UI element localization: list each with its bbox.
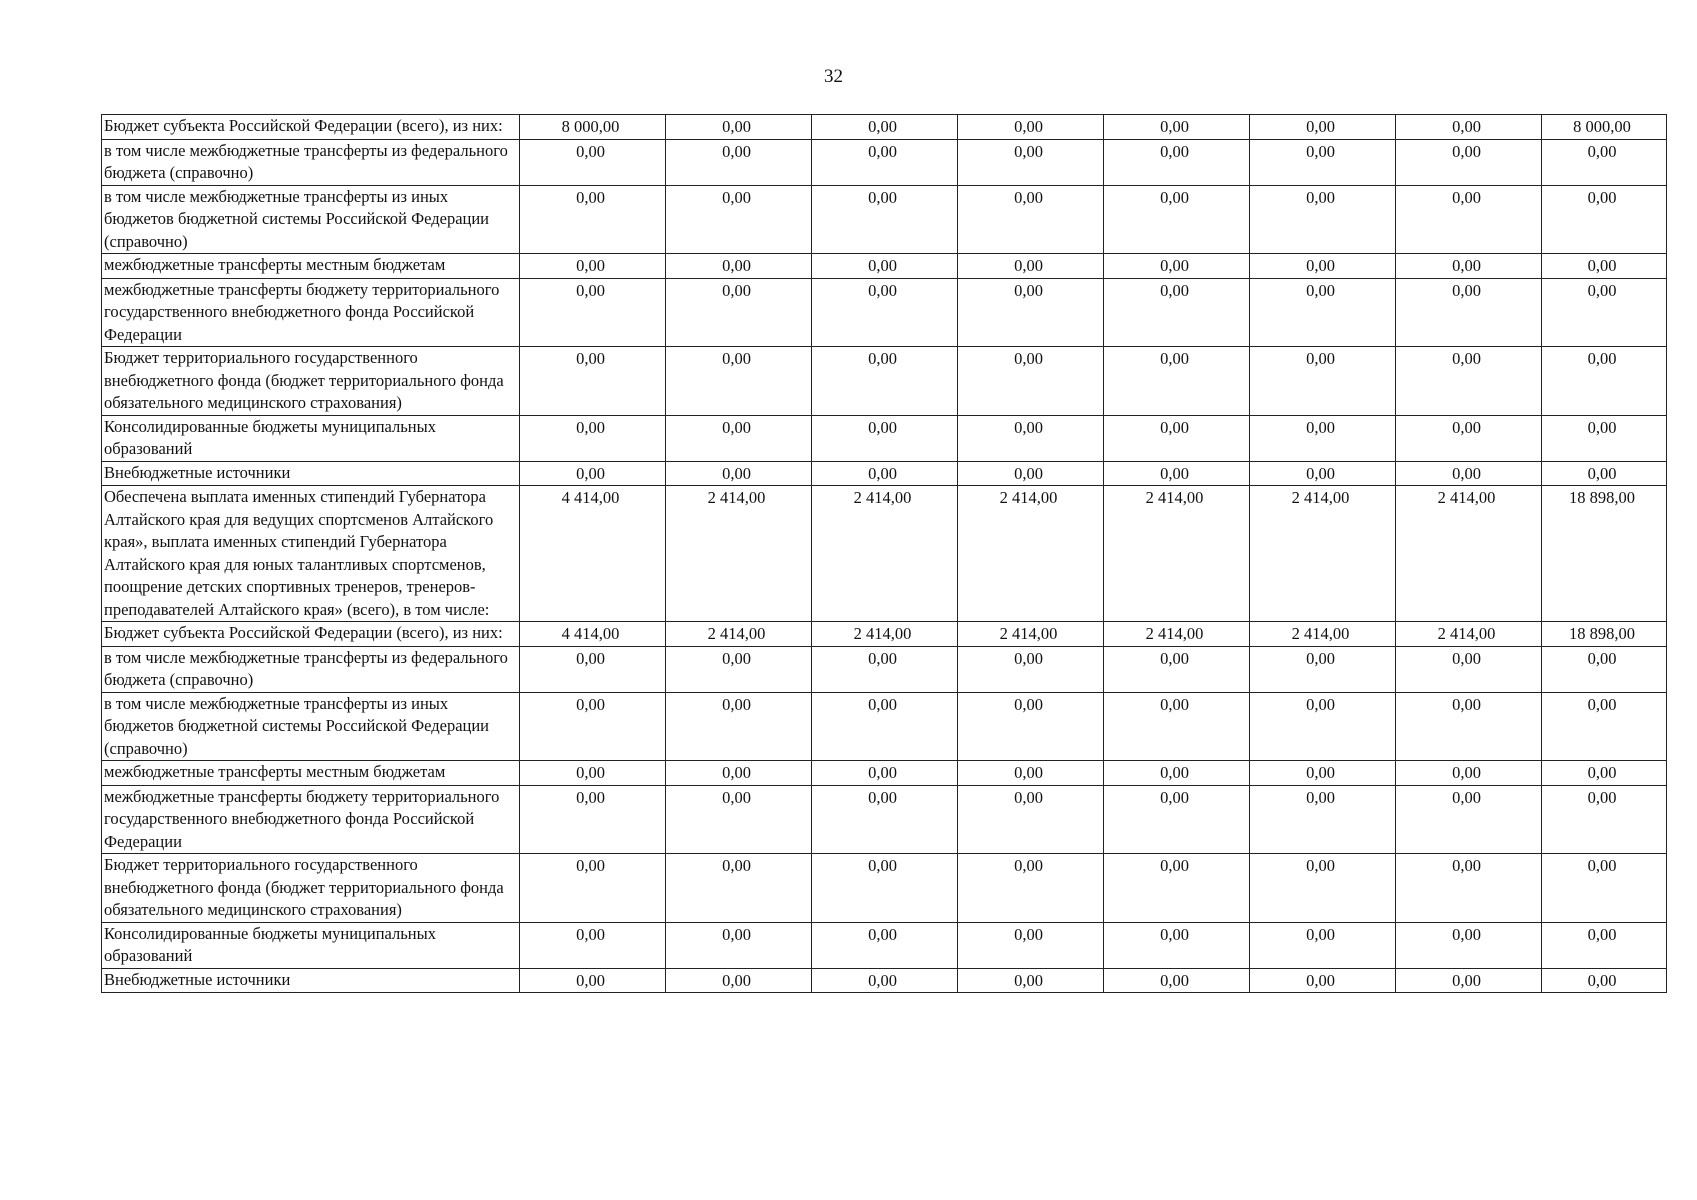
row-total-value: 0,00 <box>1542 185 1667 254</box>
row-year-value: 0,00 <box>1250 922 1396 968</box>
row-year-value: 0,00 <box>958 692 1104 761</box>
row-year-value: 0,00 <box>520 761 666 786</box>
row-year-value: 0,00 <box>958 461 1104 486</box>
row-label: в том числе межбюджетные трансферты из федерального бюджета (справочно) <box>102 646 520 692</box>
row-year-value: 0,00 <box>520 692 666 761</box>
row-year-value: 0,00 <box>520 347 666 416</box>
row-year-value: 2 414,00 <box>666 486 812 622</box>
row-year-value: 0,00 <box>1396 278 1542 347</box>
row-year-value: 0,00 <box>1396 254 1542 279</box>
row-year-value: 0,00 <box>666 115 812 140</box>
row-year-value: 0,00 <box>958 785 1104 854</box>
row-year-value: 0,00 <box>666 785 812 854</box>
row-year-value: 0,00 <box>958 347 1104 416</box>
row-year-value: 0,00 <box>666 646 812 692</box>
row-year-value: 0,00 <box>1396 185 1542 254</box>
row-year-value: 0,00 <box>1396 415 1542 461</box>
row-year-value: 0,00 <box>666 854 812 923</box>
row-total-value: 0,00 <box>1542 692 1667 761</box>
row-year-value: 0,00 <box>1104 139 1250 185</box>
row-year-value: 0,00 <box>1250 761 1396 786</box>
row-year-value: 0,00 <box>666 922 812 968</box>
row-year-value: 0,00 <box>1104 347 1250 416</box>
row-year-value: 0,00 <box>520 461 666 486</box>
row-year-value: 0,00 <box>1250 692 1396 761</box>
row-year-value: 0,00 <box>1104 185 1250 254</box>
row-year-value: 0,00 <box>666 692 812 761</box>
row-total-value: 18 898,00 <box>1542 486 1667 622</box>
table-row <box>102 922 1667 968</box>
row-year-value: 0,00 <box>812 692 958 761</box>
row-year-value: 0,00 <box>1104 646 1250 692</box>
row-year-value: 0,00 <box>812 968 958 993</box>
row-label: Консолидированные бюджеты муниципальных образований <box>102 922 520 968</box>
row-label: межбюджетные трансферты местным бюджетам <box>102 254 520 279</box>
row-year-value: 0,00 <box>520 854 666 923</box>
row-year-value: 2 414,00 <box>812 486 958 622</box>
row-year-value: 0,00 <box>1104 254 1250 279</box>
row-total-value: 0,00 <box>1542 139 1667 185</box>
row-year-value: 0,00 <box>520 278 666 347</box>
row-year-value: 0,00 <box>666 761 812 786</box>
row-year-value: 0,00 <box>958 278 1104 347</box>
row-total-value: 0,00 <box>1542 968 1667 993</box>
table-row <box>102 415 1667 461</box>
table-row <box>102 761 1667 786</box>
table-row <box>102 622 1667 647</box>
row-year-value: 0,00 <box>1396 139 1542 185</box>
row-year-value: 0,00 <box>812 646 958 692</box>
row-year-value: 0,00 <box>520 185 666 254</box>
row-year-value: 0,00 <box>958 115 1104 140</box>
row-year-value: 0,00 <box>1104 692 1250 761</box>
row-year-value: 0,00 <box>1396 461 1542 486</box>
row-year-value: 0,00 <box>1396 854 1542 923</box>
row-year-value: 0,00 <box>1104 115 1250 140</box>
row-year-value: 0,00 <box>958 922 1104 968</box>
row-year-value: 0,00 <box>812 785 958 854</box>
row-year-value: 0,00 <box>958 254 1104 279</box>
row-year-value: 0,00 <box>812 185 958 254</box>
table-row <box>102 347 1667 416</box>
row-year-value: 0,00 <box>666 347 812 416</box>
table-row <box>102 854 1667 923</box>
row-year-value: 0,00 <box>958 968 1104 993</box>
row-year-value: 0,00 <box>1250 461 1396 486</box>
row-year-value: 0,00 <box>666 185 812 254</box>
row-year-value: 0,00 <box>1250 646 1396 692</box>
row-year-value: 0,00 <box>666 278 812 347</box>
row-year-value: 2 414,00 <box>958 486 1104 622</box>
row-label: Консолидированные бюджеты муниципальных образований <box>102 415 520 461</box>
row-label: Внебюджетные источники <box>102 968 520 993</box>
row-year-value: 0,00 <box>1396 347 1542 416</box>
row-year-value: 0,00 <box>958 854 1104 923</box>
row-year-value: 2 414,00 <box>1104 622 1250 647</box>
row-total-value: 0,00 <box>1542 922 1667 968</box>
row-year-value: 0,00 <box>812 115 958 140</box>
row-total-value: 0,00 <box>1542 461 1667 486</box>
row-total-value: 0,00 <box>1542 785 1667 854</box>
row-year-value: 0,00 <box>1250 785 1396 854</box>
row-year-value: 2 414,00 <box>1250 622 1396 647</box>
row-year-value: 0,00 <box>520 415 666 461</box>
row-year-value: 0,00 <box>1396 115 1542 140</box>
budget-table-body <box>102 115 1667 993</box>
row-year-value: 2 414,00 <box>812 622 958 647</box>
row-year-value: 0,00 <box>812 254 958 279</box>
row-year-value: 0,00 <box>1250 185 1396 254</box>
row-year-value: 0,00 <box>812 761 958 786</box>
row-year-value: 0,00 <box>1104 761 1250 786</box>
row-label: Внебюджетные источники <box>102 461 520 486</box>
row-year-value: 0,00 <box>520 254 666 279</box>
row-total-value: 18 898,00 <box>1542 622 1667 647</box>
row-year-value: 0,00 <box>1250 139 1396 185</box>
table-row <box>102 254 1667 279</box>
row-year-value: 0,00 <box>812 461 958 486</box>
row-year-value: 0,00 <box>1104 854 1250 923</box>
table-row <box>102 486 1667 622</box>
row-label: межбюджетные трансферты местным бюджетам <box>102 761 520 786</box>
row-total-value: 0,00 <box>1542 854 1667 923</box>
row-year-value: 2 414,00 <box>1396 486 1542 622</box>
row-year-value: 8 000,00 <box>520 115 666 140</box>
row-label: межбюджетные трансферты бюджету территориального государственного внебюджетного фонда Российской Федерации <box>102 785 520 854</box>
row-year-value: 0,00 <box>666 254 812 279</box>
row-year-value: 0,00 <box>958 415 1104 461</box>
page-number-text: 32 <box>824 66 843 87</box>
row-label: межбюджетные трансферты бюджету территориального государственного внебюджетного фонда Российской Федерации <box>102 278 520 347</box>
row-year-value: 4 414,00 <box>520 486 666 622</box>
row-year-value: 0,00 <box>1250 968 1396 993</box>
row-year-value: 2 414,00 <box>958 622 1104 647</box>
row-year-value: 0,00 <box>1396 922 1542 968</box>
row-year-value: 0,00 <box>520 785 666 854</box>
row-year-value: 0,00 <box>1250 415 1396 461</box>
row-year-value: 0,00 <box>520 968 666 993</box>
row-label: Обеспечена выплата именных стипендий Губернатора Алтайского края для ведущих спортсменов Алтайского края», выплата именных стипендий Губернатора Алтайского края для юных талантливых спортсменов, поощрение детских спортивных тренеров, тренеров-преподавателей Алтайского края» (всего), в том числе: <box>102 486 520 622</box>
row-year-value: 0,00 <box>812 139 958 185</box>
row-year-value: 0,00 <box>1104 415 1250 461</box>
row-year-value: 0,00 <box>812 854 958 923</box>
row-year-value: 0,00 <box>958 646 1104 692</box>
row-year-value: 0,00 <box>1104 278 1250 347</box>
row-year-value: 0,00 <box>1250 347 1396 416</box>
row-year-value: 2 414,00 <box>666 622 812 647</box>
table-row <box>102 185 1667 254</box>
row-year-value: 0,00 <box>1396 761 1542 786</box>
row-year-value: 0,00 <box>812 347 958 416</box>
row-year-value: 0,00 <box>666 139 812 185</box>
table-row <box>102 968 1667 993</box>
budget-table <box>101 114 1667 993</box>
row-year-value: 2 414,00 <box>1396 622 1542 647</box>
row-year-value: 0,00 <box>812 922 958 968</box>
table-row <box>102 646 1667 692</box>
row-year-value: 0,00 <box>1104 922 1250 968</box>
row-label: Бюджет субъекта Российской Федерации (всего), из них: <box>102 622 520 647</box>
table-row <box>102 461 1667 486</box>
row-label: Бюджет территориального государственного внебюджетного фонда (бюджет территориального фонда обязательного медицинского страхования) <box>102 347 520 416</box>
row-year-value: 0,00 <box>1104 461 1250 486</box>
row-total-value: 0,00 <box>1542 415 1667 461</box>
row-total-value: 8 000,00 <box>1542 115 1667 140</box>
row-year-value: 0,00 <box>1250 278 1396 347</box>
row-year-value: 0,00 <box>1250 254 1396 279</box>
row-label: в том числе межбюджетные трансферты из иных бюджетов бюджетной системы Российской Федерации (справочно) <box>102 185 520 254</box>
row-year-value: 0,00 <box>958 139 1104 185</box>
table-row <box>102 692 1667 761</box>
row-year-value: 0,00 <box>1396 646 1542 692</box>
row-year-value: 0,00 <box>666 415 812 461</box>
row-total-value: 0,00 <box>1542 278 1667 347</box>
row-year-value: 0,00 <box>520 139 666 185</box>
row-year-value: 0,00 <box>520 646 666 692</box>
row-year-value: 0,00 <box>666 461 812 486</box>
row-year-value: 0,00 <box>958 761 1104 786</box>
table-row <box>102 278 1667 347</box>
row-year-value: 0,00 <box>1396 968 1542 993</box>
row-year-value: 0,00 <box>1104 968 1250 993</box>
row-year-value: 0,00 <box>812 415 958 461</box>
row-total-value: 0,00 <box>1542 761 1667 786</box>
row-year-value: 0,00 <box>1250 854 1396 923</box>
row-label: Бюджет территориального государственного внебюджетного фонда (бюджет территориального фонда обязательного медицинского страхования) <box>102 854 520 923</box>
row-year-value: 0,00 <box>812 278 958 347</box>
row-year-value: 2 414,00 <box>1104 486 1250 622</box>
page-number <box>0 66 1697 88</box>
row-year-value: 0,00 <box>958 185 1104 254</box>
row-label: в том числе межбюджетные трансферты из иных бюджетов бюджетной системы Российской Федерации (справочно) <box>102 692 520 761</box>
row-total-value: 0,00 <box>1542 646 1667 692</box>
row-total-value: 0,00 <box>1542 347 1667 416</box>
row-year-value: 0,00 <box>520 922 666 968</box>
table-row <box>102 115 1667 140</box>
row-year-value: 4 414,00 <box>520 622 666 647</box>
row-year-value: 0,00 <box>1250 115 1396 140</box>
row-year-value: 0,00 <box>666 968 812 993</box>
row-year-value: 0,00 <box>1396 692 1542 761</box>
row-year-value: 2 414,00 <box>1250 486 1396 622</box>
row-label: Бюджет субъекта Российской Федерации (всего), из них: <box>102 115 520 140</box>
table-row <box>102 139 1667 185</box>
row-year-value: 0,00 <box>1104 785 1250 854</box>
row-label: в том числе межбюджетные трансферты из федерального бюджета (справочно) <box>102 139 520 185</box>
row-year-value: 0,00 <box>1396 785 1542 854</box>
table-row <box>102 785 1667 854</box>
row-total-value: 0,00 <box>1542 254 1667 279</box>
